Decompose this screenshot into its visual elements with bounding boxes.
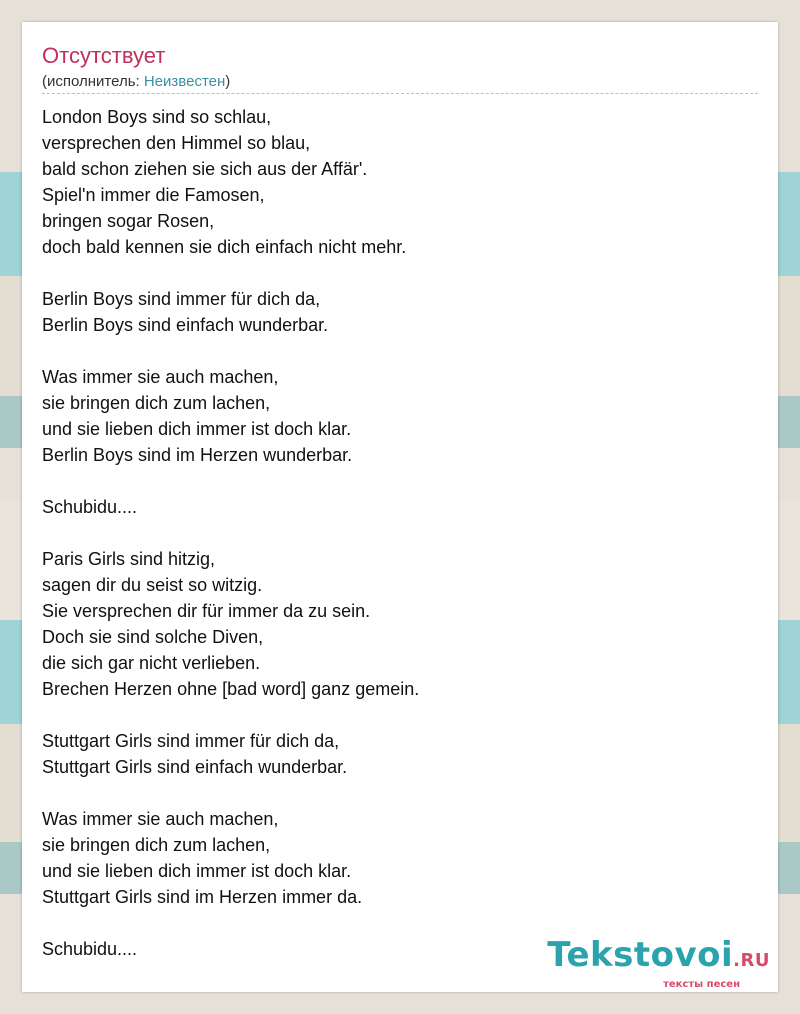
lyrics-line: Doch sie sind solche Diven, [42,627,264,647]
lyrics-line: Was immer sie auch machen, [42,809,279,829]
lyrics-line: Berlin Boys sind immer für dich da, [42,289,321,309]
lyrics-text [42,104,758,962]
lyrics-line: bringen sogar Rosen, [42,211,215,231]
lyrics-line: Sie versprechen dir für immer da zu sein. [42,601,371,621]
artist-line [42,73,230,91]
lyrics-line: die sich gar nicht verlieben. [42,653,261,673]
lyrics-line: Schubidu.... [42,497,138,517]
song-title: Отсутствует [42,43,166,68]
lyrics-card [22,22,778,992]
lyrics-line: Berlin Boys sind im Herzen wunderbar. [42,445,353,465]
lyrics-line: Stuttgart Girls sind immer für dich da, [42,731,340,751]
lyrics-line: Schubidu.... [42,939,138,959]
logo-tagline: тексты песен [663,979,740,990]
lyrics-line: Brechen Herzen ohne [bad word] ganz gemein. [42,679,420,699]
artist-prefix: (исполнитель: [42,73,144,90]
artist-link[interactable]: Неизвестен [143,73,226,90]
lyrics-line: Stuttgart Girls sind im Herzen immer da. [42,887,363,907]
lyrics-line: sie bringen dich zum lachen, [42,393,271,413]
lyrics-line: London Boys sind so schlau, [42,107,272,127]
lyrics-line: bald schon ziehen sie sich aus der Affär'. [42,159,368,179]
lyrics-line: und sie lieben dich immer ist doch klar. [42,861,352,881]
lyrics-line: sie bringen dich zum lachen, [42,835,271,855]
lyrics-blank-line [42,338,758,364]
lyrics-blank-line [42,260,758,286]
lyrics-line: sagen dir du seist so witzig. [42,575,263,595]
logo-wordmark [547,937,770,979]
lyrics-line: Paris Girls sind hitzig, [42,549,216,569]
title-divider [42,93,758,94]
site-logo[interactable] [547,937,770,990]
lyrics-line: Berlin Boys sind einfach wunderbar. [42,315,329,335]
logo-tld: .RU [733,950,770,971]
lyrics-blank-line [42,780,758,806]
logo-name: Tekstovoi [547,935,734,975]
lyrics-line: Spiel'n immer die Famosen, [42,185,265,205]
lyrics-blank-line [42,520,758,546]
lyrics-line: versprechen den Himmel so blau, [42,133,311,153]
lyrics-line: Stuttgart Girls sind einfach wunderbar. [42,757,348,777]
lyrics-line: Was immer sie auch machen, [42,367,279,387]
lyrics-blank-line [42,468,758,494]
lyrics-blank-line [42,910,758,936]
lyrics-line: und sie lieben dich immer ist doch klar. [42,419,352,439]
lyrics-line: doch bald kennen sie dich einfach nicht mehr. [42,237,407,257]
lyrics-blank-line [42,702,758,728]
artist-suffix: ) [225,73,231,90]
